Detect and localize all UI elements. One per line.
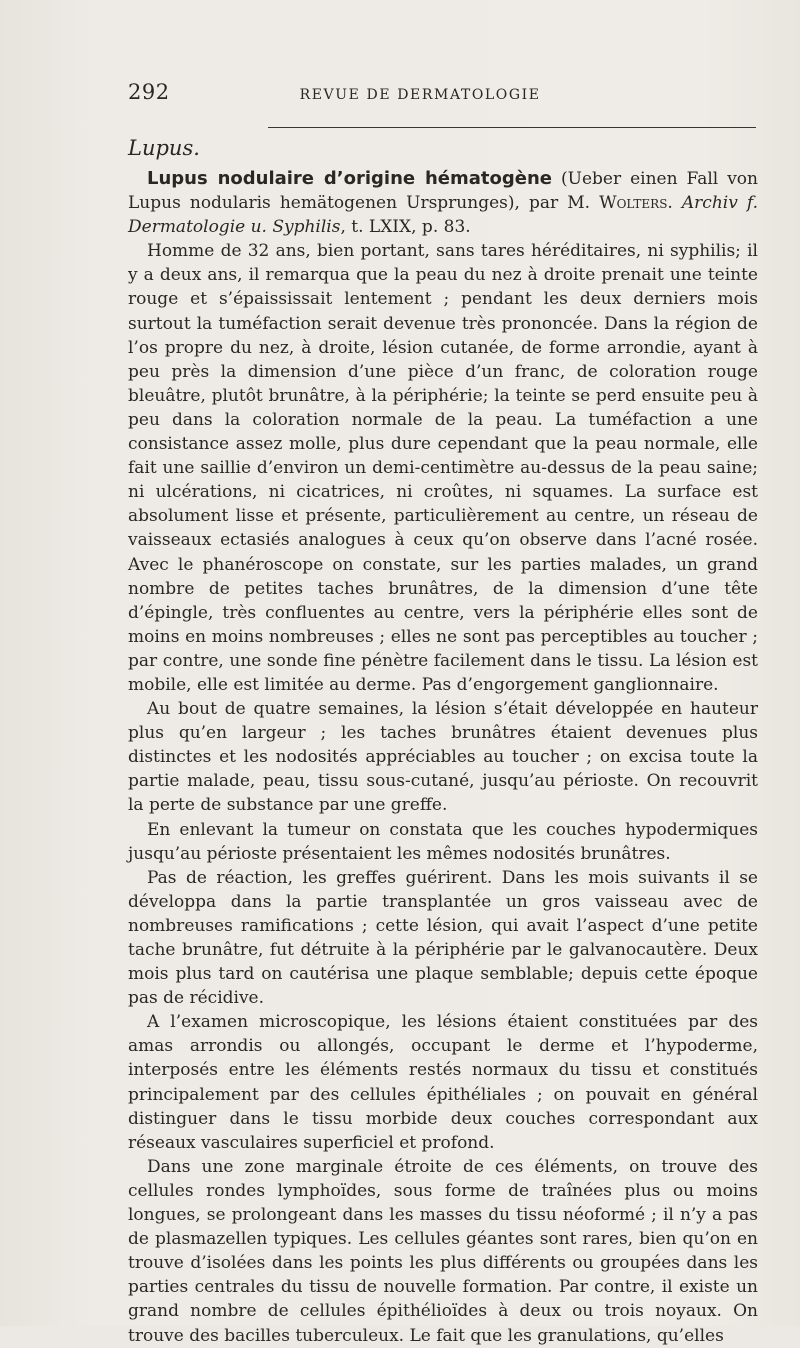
article-title: Lupus nodulaire d’origine hématogène [147, 168, 552, 189]
citation-text-b: . [667, 193, 682, 214]
paragraph-case: Homme de 32 ans, bien portant, sans tares héréditaires, ni syphilis; il y a deux ans, il remarqua que la peau du nez à droite prenait une teinte rouge et s’épaississait lentement ; pendant les deux derniers mois surtout la tuméfaction serait devenue très prononcée. Dans la région de l’os propre du nez, à droite, lésion cutanée, de forme arrondie, ayant à peu près la dimension d’une pièce d’un franc, de coloration rouge bleuâtre, plutôt brunâtre, à la périphérie; la teinte se perd ensuite peu à peu dans la coloration normale de la peau. La tuméfaction a une consistance assez molle, plus dure cependant que la peau normale, elle fait une saillie d’environ un demi-centimètre au-dessus de la peau saine; ni ulcérations, ni cicatrices, ni croûtes, ni squames. La surface est absolument lisse et présente, particulièrement au centre, un réseau de vaisseaux ectasiés analogues à ceux qu’on observe dans l’acné rosée. Avec le phanéroscope on constate, sur les parties malades, un grand nombre de petites taches brunâtres, de la dimension d’une tête d’épingle, très confluentes au centre, vers la périphérie elles sont de moins en moins nombreuses ; elles ne sont pas perceptibles au toucher ; par contre, une sonde fine pénètre facilement dans le tissu. La lésion est mobile, elle est limitée au derme. Pas d’engorgement ganglionnaire. [128, 241, 758, 695]
paragraph-cells: Dans une zone marginale étroite de ces éléments, on trouve des cellules rondes lymphoïdes, sous forme de traînées plus ou moins longues, se prolongeant dans les masses du tissu néoformé ; il n’y a pas de plasmazellen typiques. Les cellules géantes sont rares, bien qu’on en trouve d’isolées dans les points les plus différents ou groupées dans les parties centrales du tissu de nouvelle formation. Par contre, il existe un grand nombre de cellules épithélioïdes à deux ou trois noyaux. On trouve des bacilles tuberculeux. Le fait que les granulations, qu’elles [128, 1156, 758, 1346]
running-title: REVUE DE DERMATOLOGIE [299, 87, 541, 103]
article-body [128, 135, 758, 1348]
section-title: Lupus. [128, 136, 200, 160]
author-name: Wolters [599, 193, 668, 214]
paragraph-microscopy: A l’examen microscopique, les lésions étaient constituées par des amas arrondis ou allongés, occupant le derme et l’hypoderme, interposés entre les éléments restés normaux du tissu et constitués principalement par des cellules épithéliales ; on pouvait en général distinguer dans le tissu morbide deux couches correspondant aux réseaux vasculaires superficiel et profond. [128, 1012, 758, 1153]
header-rule [268, 127, 756, 128]
page-number: 292 [128, 80, 170, 104]
citation-text-a: (Ueber einen Fall von Lupus nodularis hemätogenen Ursprunges), par M. [128, 169, 758, 214]
journal-name: Archiv f. Dermatologie u. Syphilis [128, 193, 758, 238]
article-citation [128, 167, 758, 239]
page-header [128, 80, 758, 104]
paragraph-evolution: Au bout de quatre semaines, la lésion s’était développée en hauteur plus qu’en largeur ; les taches brunâtres étaient devenues plus distinctes et les nodosités appréciables au toucher ; on excisa toute la partie malade, peau, tissu sous-cutané, jusqu’au périoste. On recouvrit la perte de substance par une greffe. [128, 699, 758, 816]
paragraph-excision: En enlevant la tumeur on constata que les couches hypodermiques jusqu’au périoste présentaient les mêmes nodosités brunâtres. [128, 819, 758, 864]
citation-text-c: , t. LXIX, p. 83. [340, 217, 471, 238]
paragraph-followup: Pas de réaction, les greffes guérirent. Dans les mois suivants il se développa dans la partie transplantée un gros vaisseau avec de nombreuses ramifications ; cette lésion, qui avait l’aspect d’une petite tache brunâtre, fut détruite à la périphérie par le galvanocautère. Deux mois plus tard on cautérisa une plaque semblable; depuis cette époque pas de récidive. [128, 867, 758, 1009]
